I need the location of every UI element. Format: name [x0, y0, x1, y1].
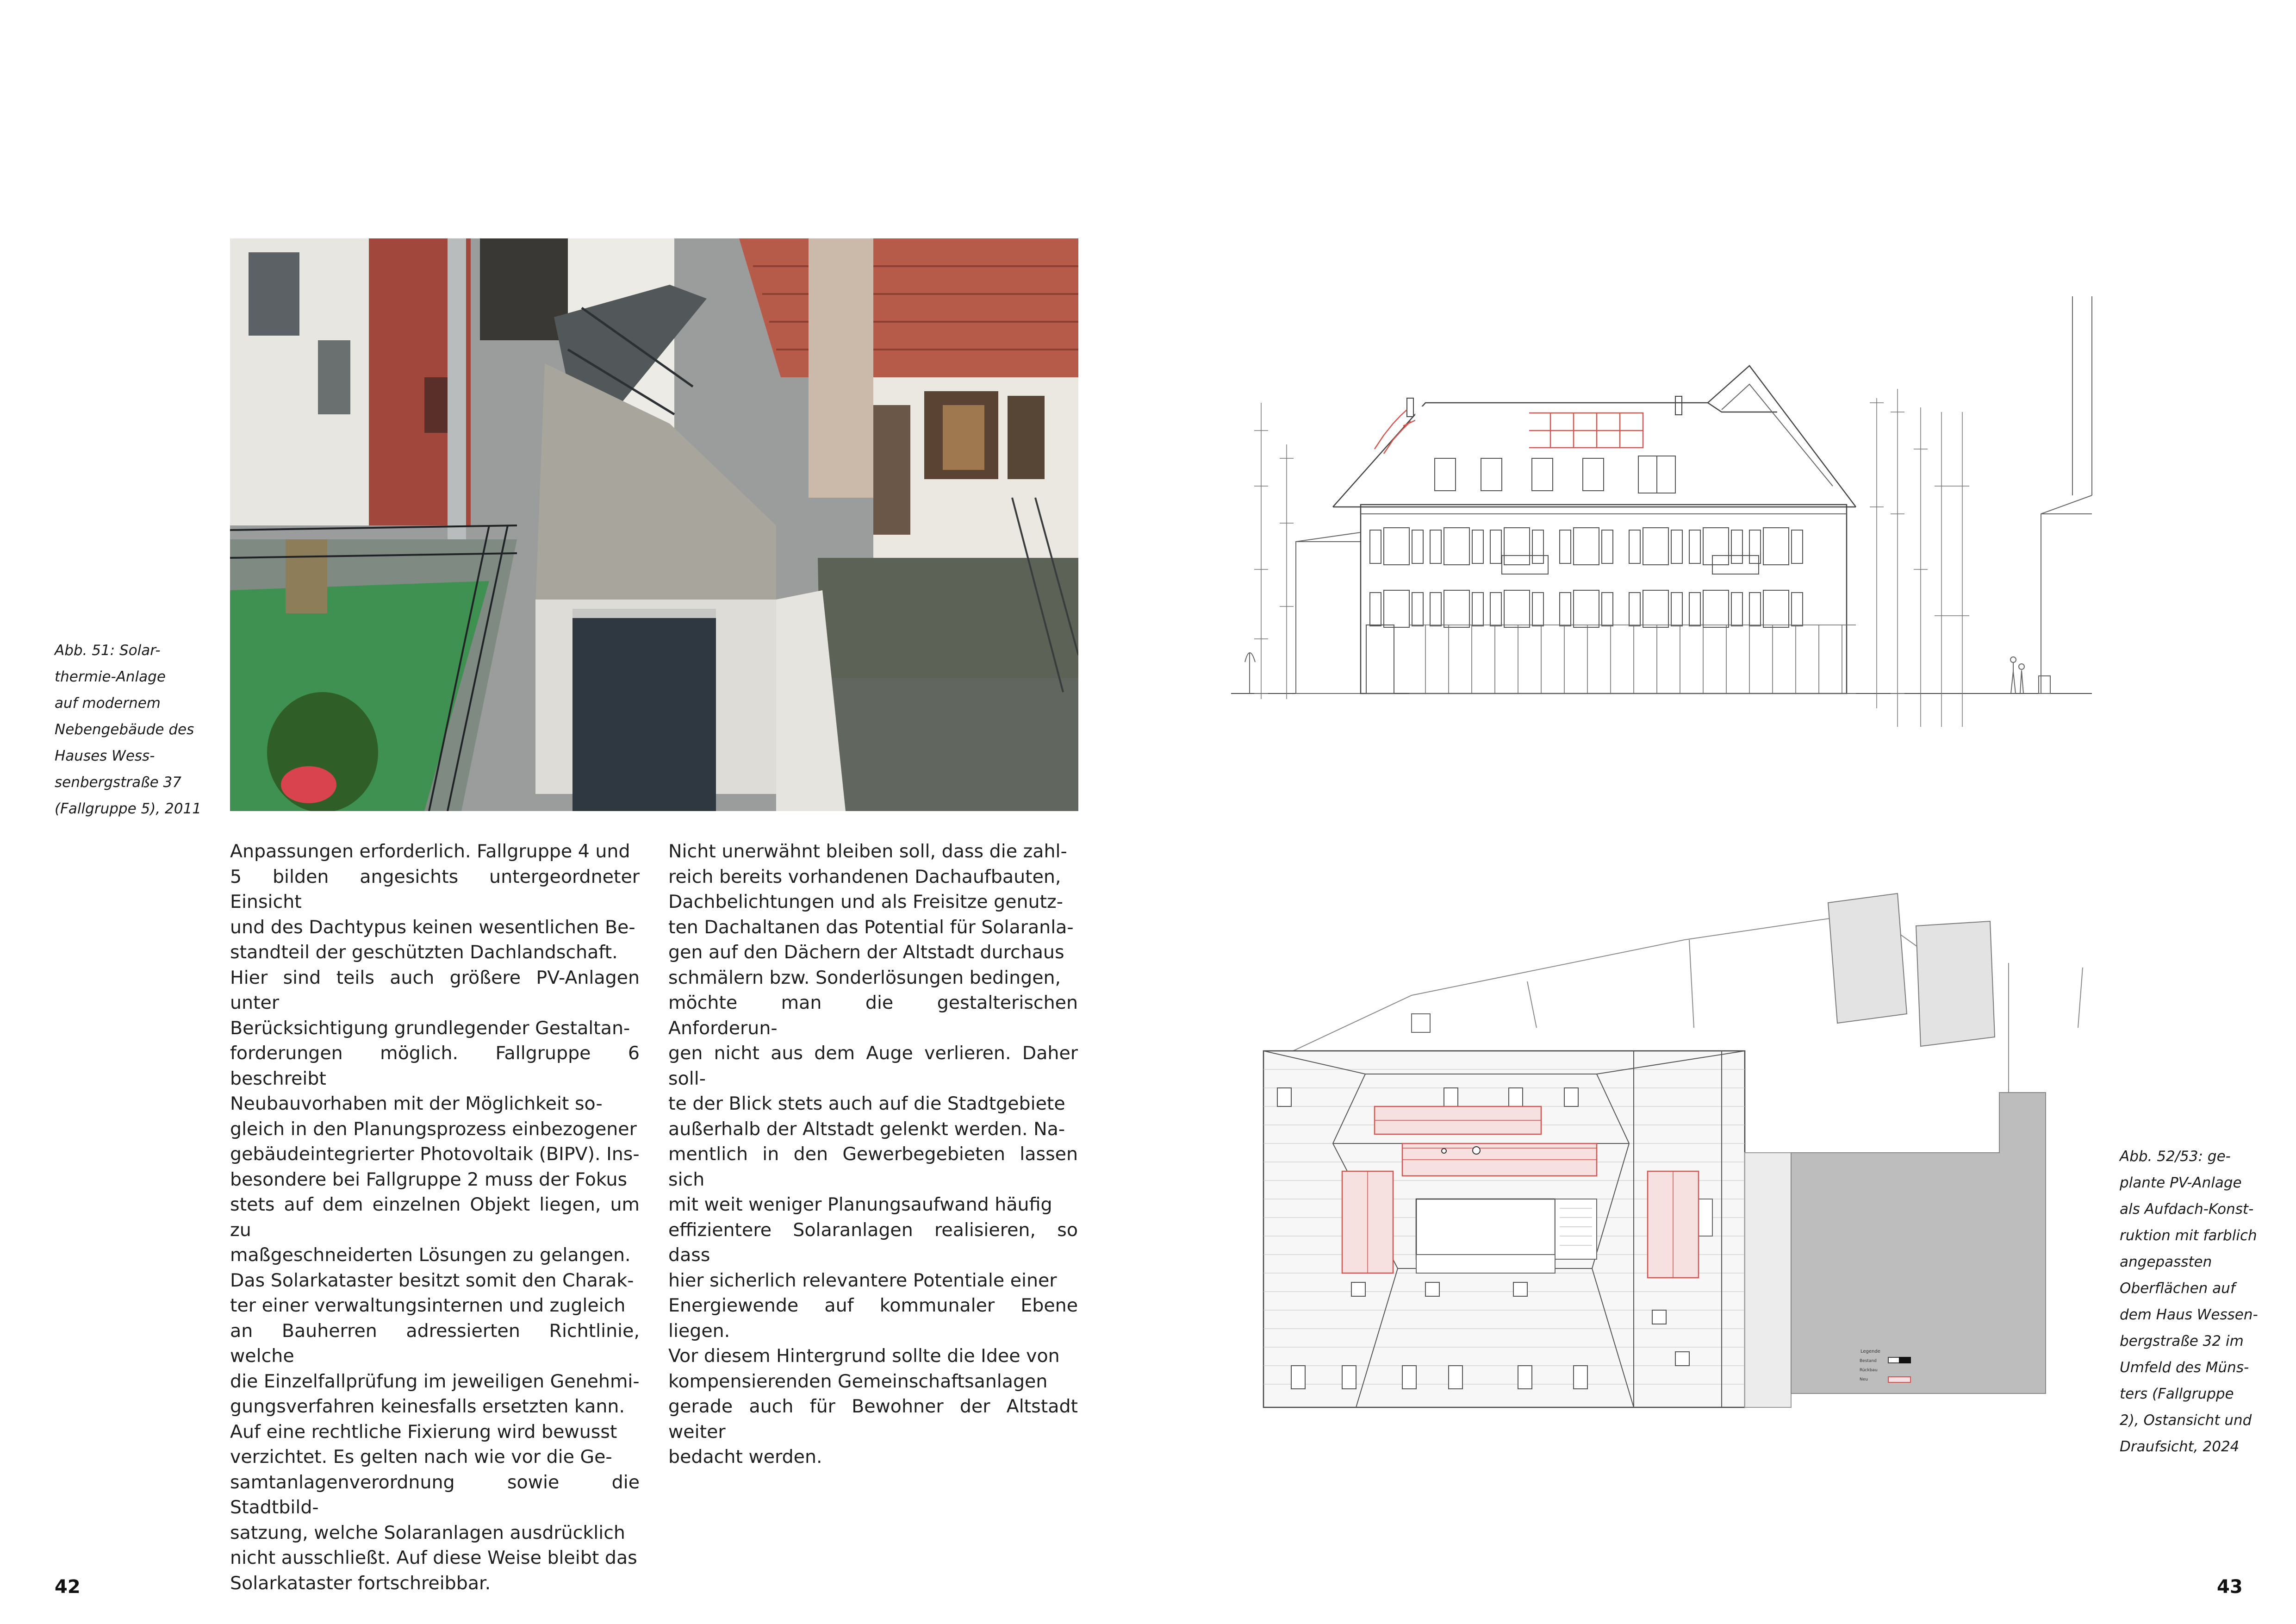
- caption-line: thermie-Anlage: [55, 668, 166, 685]
- text-line: ten Dachaltanen das Potential für Solaranla-: [668, 916, 1074, 938]
- caption-line: (Fallgruppe 5), 2011: [55, 800, 201, 817]
- legend-title: Legende: [1860, 1349, 1880, 1354]
- page-number-right: 43: [2217, 1576, 2243, 1598]
- text-line: Nicht unerwähnt bleiben soll, dass die zahl-: [668, 841, 1067, 862]
- caption-line: als Aufdach-Konst-: [2120, 1201, 2254, 1218]
- text-line: Solarkataster fortschreibbar.: [230, 1572, 491, 1594]
- caption-line: Draufsicht, 2024: [2120, 1438, 2240, 1455]
- text-line: Dachbelichtungen und als Freisitze genutz-: [668, 891, 1064, 912]
- body-text-left: [230, 839, 640, 1596]
- page-number-left: 42: [55, 1576, 81, 1598]
- caption-line: ters (Fallgruppe: [2120, 1386, 2234, 1402]
- text-line: kompensierenden Gemeinschaftsanlagen: [668, 1370, 1048, 1392]
- text-line: 5 bilden angesichts untergeordneter Einsicht: [230, 866, 640, 912]
- elevation-drawing: [1231, 292, 2101, 745]
- text-line: maßgeschneiderten Lösungen zu gelangen.: [230, 1244, 631, 1266]
- text-line: gungsverfahren keinesfalls ersetzten kann.: [230, 1396, 625, 1417]
- text-line: te der Blick stets auch auf die Stadtgebiete: [668, 1093, 1065, 1114]
- caption-line: 2), Ostansicht und: [2120, 1412, 2252, 1429]
- caption-line: Abb. 52/53: ge-: [2120, 1148, 2231, 1165]
- body-text-right: [668, 839, 1078, 1470]
- text-line: gleich in den Planungsprozess einbezogener: [230, 1118, 637, 1140]
- figure-52-elevation: [1231, 292, 2101, 745]
- figure-53-roofplan: [1250, 875, 2101, 1444]
- text-line: schmälern bzw. Sonderlösungen bedingen,: [668, 967, 1061, 988]
- text-line: Anpassungen erforderlich. Fallgruppe 4 und: [230, 841, 630, 862]
- text-line: Berücksichtigung grundlegender Gestaltan-: [230, 1017, 630, 1039]
- text-line: forderungen möglich. Fallgruppe 6 beschreibt: [230, 1043, 640, 1089]
- text-line: hier sicherlich relevantere Potentiale einer: [668, 1269, 1057, 1291]
- text-line: Auf eine rechtliche Fixierung wird bewusst: [230, 1421, 617, 1443]
- caption-line: dem Haus Wessen-: [2120, 1306, 2258, 1323]
- photo-illustration: [230, 238, 1078, 811]
- text-line: gerade auch für Bewohner der Altstadt weiter: [668, 1396, 1078, 1443]
- figure-52-53-caption: [2120, 1143, 2286, 1460]
- caption-line: Oberflächen auf: [2120, 1280, 2235, 1297]
- text-line: standteil der geschützten Dachlandschaft.: [230, 942, 618, 963]
- text-line: effizientere Solaranlagen realisieren, so dass: [668, 1219, 1078, 1266]
- text-line: nicht ausschließt. Auf diese Weise bleibt das: [230, 1547, 637, 1568]
- text-line: mentlich in den Gewerbegebieten lassen sich: [668, 1143, 1078, 1190]
- text-line: samtanlagenverordnung sowie die Stadtbild-: [230, 1471, 640, 1518]
- figure-51-photo: [230, 238, 1078, 811]
- text-line: an Bauherren adressierten Richtlinie, welche: [230, 1320, 640, 1367]
- text-line: und des Dachtypus keinen wesentlichen Be-: [230, 916, 635, 938]
- legend-item: Neu: [1860, 1377, 1868, 1382]
- text-line: verzichtet. Es gelten nach wie vor die Ge-: [230, 1446, 612, 1468]
- caption-line: angepassten: [2120, 1254, 2212, 1270]
- text-line: außerhalb der Altstadt gelenkt werden. Na-: [668, 1118, 1065, 1140]
- text-line: gen nicht aus dem Auge verlieren. Daher soll-: [668, 1043, 1078, 1089]
- text-line: Neubauvorhaben mit der Möglichkeit so-: [230, 1093, 603, 1114]
- text-line: möchte man die gestalterischen Anforderun-: [668, 992, 1078, 1039]
- text-line: ter einer verwaltungsinternen und zugleich: [230, 1295, 626, 1316]
- caption-line: senbergstraße 37: [55, 774, 181, 791]
- text-line: Das Solarkataster besitzt somit den Charak-: [230, 1269, 634, 1291]
- caption-line: auf modernem: [55, 695, 161, 712]
- caption-line: Nebengebäude des: [55, 721, 194, 738]
- text-line: gen auf den Dächern der Altstadt durchaus: [668, 942, 1064, 963]
- legend-item: Rückbau: [1860, 1368, 1878, 1373]
- text-line: Energiewende auf kommunaler Ebene liegen.: [668, 1295, 1078, 1342]
- caption-line: Umfeld des Müns-: [2120, 1359, 2249, 1376]
- legend-item: Bestand: [1860, 1359, 1877, 1363]
- caption-line: Hauses Wess-: [55, 748, 155, 764]
- text-line: mit weit weniger Planungsaufwand häufig: [668, 1194, 1052, 1215]
- text-line: die Einzelfallprüfung im jeweiligen Genehmi-: [230, 1370, 640, 1392]
- text-line: bedacht werden.: [668, 1446, 822, 1468]
- text-line: reich bereits vorhandenen Dachaufbauten,: [668, 866, 1061, 887]
- text-line: besondere bei Fallgruppe 2 muss der Fokus: [230, 1168, 628, 1190]
- text-line: satzung, welche Solaranlagen ausdrücklich: [230, 1522, 625, 1543]
- figure-51-caption: [55, 637, 212, 822]
- caption-line: bergstraße 32 im: [2120, 1333, 2244, 1349]
- text-line: stets auf dem einzelnen Objekt liegen, um zu: [230, 1194, 640, 1241]
- text-line: Vor diesem Hintergrund sollte die Idee von: [668, 1345, 1060, 1367]
- roofplan-drawing: [1250, 875, 2101, 1444]
- caption-line: Abb. 51: Solar-: [55, 642, 161, 659]
- caption-line: plante PV-Anlage: [2120, 1174, 2242, 1191]
- text-line: Hier sind teils auch größere PV-Anlagen unter: [230, 967, 640, 1013]
- text-line: gebäudeintegrierter Photovoltaik (BIPV). Ins-: [230, 1143, 640, 1165]
- caption-line: ruktion mit farblich: [2120, 1227, 2257, 1244]
